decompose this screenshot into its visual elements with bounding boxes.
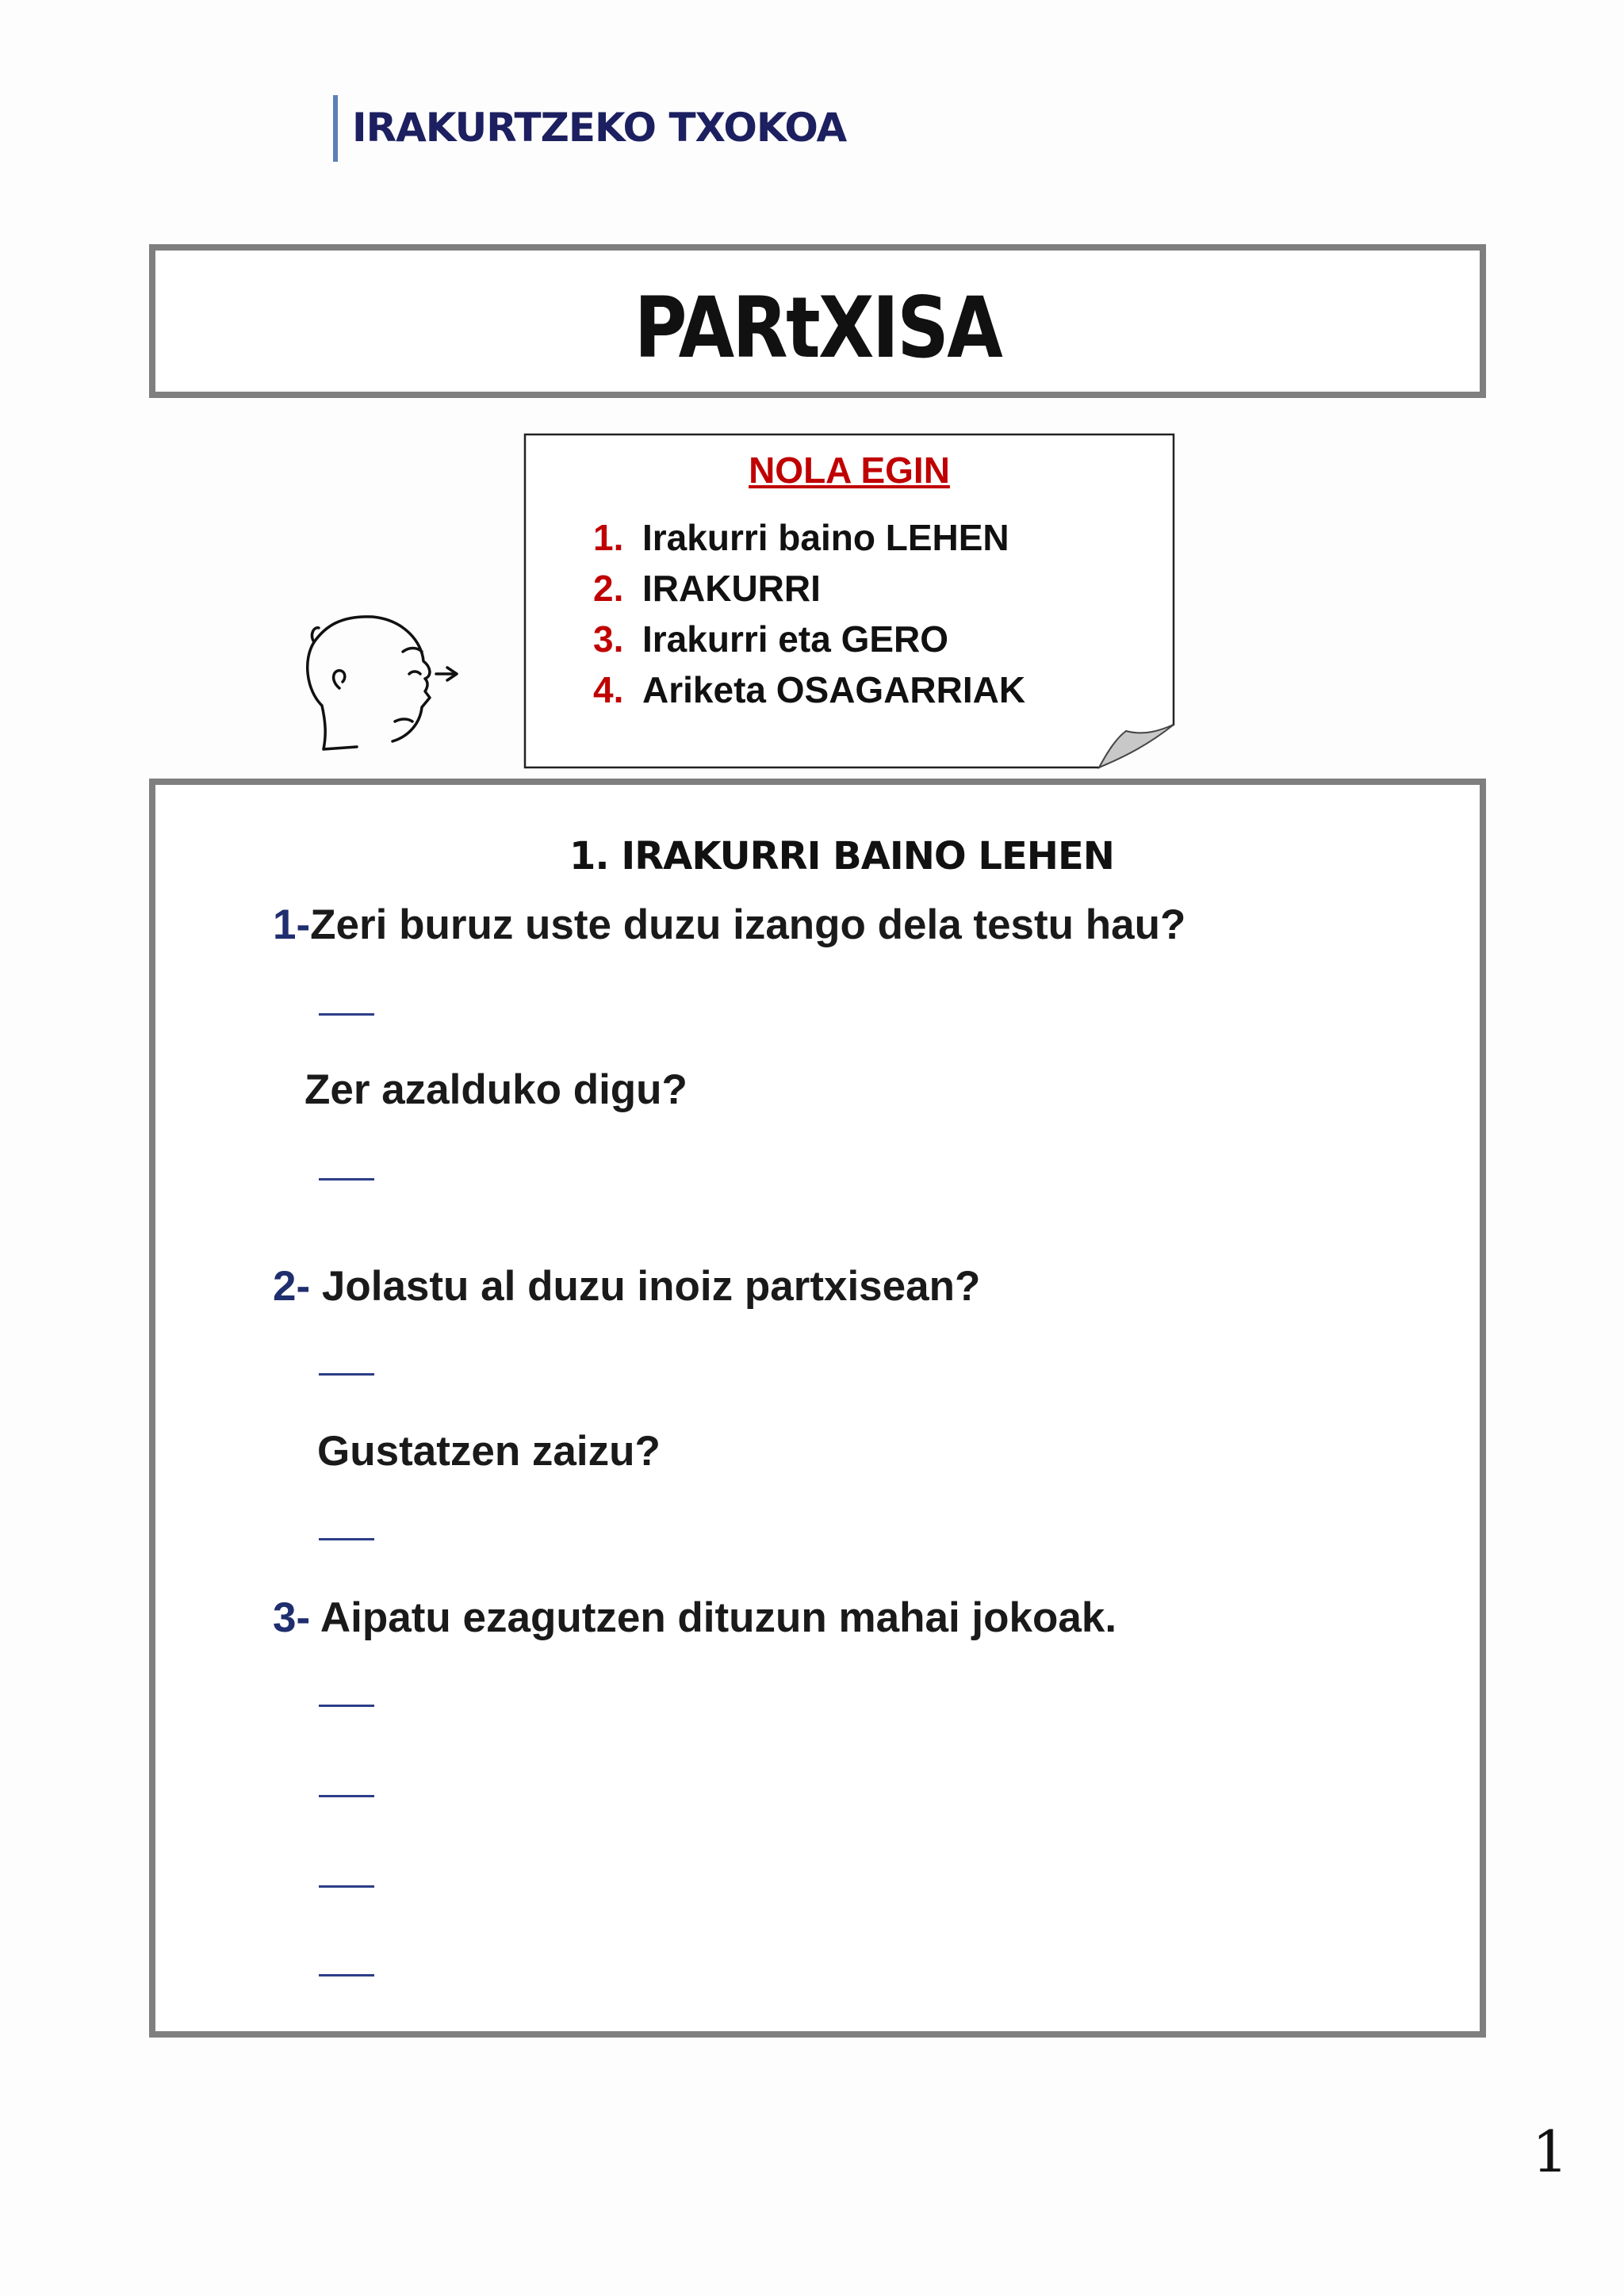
question-number: 2- [273, 1263, 311, 1310]
question-2b [317, 1427, 661, 1475]
step-text: Irakurri baino LEHEN [642, 517, 1009, 558]
step-text: IRAKURRI [642, 568, 821, 609]
question-2 [273, 1262, 980, 1311]
answer-line[interactable] [319, 1538, 374, 1540]
instruction-step [593, 512, 1025, 563]
step-text: Ariketa OSAGARRIAK [642, 669, 1026, 710]
instructions-list [593, 512, 1025, 715]
question-text: Aipatu ezagutzen dituzun mahai jokoak. [310, 1594, 1117, 1641]
page-title: PARtXISA [634, 279, 1002, 377]
question-number: 1- [273, 901, 311, 948]
step-number: 3. [593, 618, 624, 660]
question-1 [273, 901, 1185, 949]
answer-line[interactable] [319, 1178, 374, 1181]
instruction-step [593, 614, 1025, 664]
step-number: 1. [593, 517, 624, 558]
answer-line[interactable] [319, 1974, 374, 1976]
section-box [149, 779, 1486, 2038]
answer-line[interactable] [319, 1795, 374, 1797]
question-3 [273, 1594, 1116, 1642]
question-text: Zer azalduko digu? [304, 1066, 688, 1113]
answer-line[interactable] [319, 1885, 374, 1888]
question-text: Gustatzen zaizu? [317, 1428, 661, 1475]
instruction-step [593, 664, 1025, 715]
answer-line[interactable] [319, 1013, 374, 1016]
answer-line[interactable] [319, 1705, 374, 1707]
answer-line[interactable] [319, 1373, 374, 1376]
header-accent-bar [333, 95, 338, 162]
instruction-step [593, 563, 1025, 614]
question-text: Jolastu al duzu inoiz partxisean? [310, 1263, 981, 1310]
instructions-note [523, 433, 1175, 769]
step-number: 2. [593, 568, 624, 609]
page-number: 1 [1532, 2118, 1568, 2185]
question-number: 3- [273, 1594, 311, 1641]
head-looking-right-icon [278, 603, 460, 765]
question-text: Zeri buruz uste duzu izango dela testu hau? [310, 901, 1186, 948]
header-title: IRAKURTZEKO TXOKOA [352, 105, 847, 151]
step-text: Irakurri eta GERO [642, 618, 949, 660]
step-number: 4. [593, 669, 624, 710]
question-1b [304, 1066, 688, 1114]
title-box [149, 244, 1486, 398]
instructions-heading: NOLA EGIN [749, 450, 950, 491]
section-title: 1. IRAKURRI BAINO LEHEN [569, 834, 1114, 878]
